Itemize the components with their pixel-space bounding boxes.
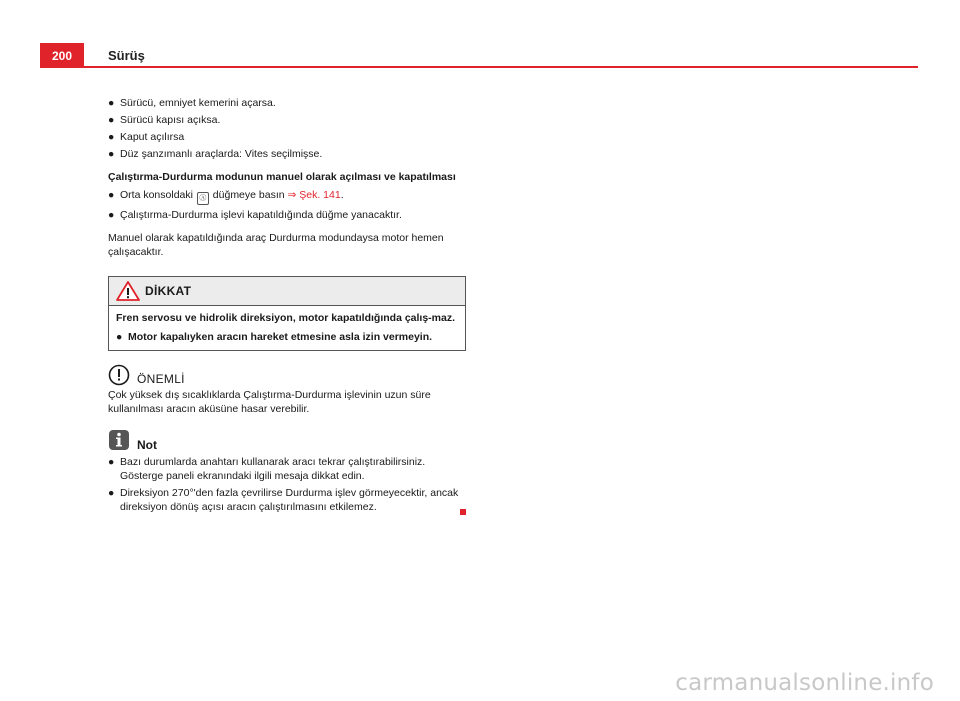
list-item (108, 486, 466, 514)
section-end-marker (460, 509, 466, 515)
bullet-dot: ● (108, 97, 115, 109)
warning-header (109, 277, 465, 306)
page-header (40, 43, 918, 67)
exclamation-circle-icon (108, 364, 130, 386)
warning-body (109, 306, 465, 350)
info-icon (108, 429, 130, 451)
chapter-title: Sürüş (108, 48, 145, 63)
list-item (108, 208, 466, 222)
bullet-dot: ● (108, 487, 115, 499)
bullet-dot: ● (108, 456, 115, 468)
warning-title: DİKKAT (145, 284, 192, 298)
note-bullet-text: Bazı durumlarda anahtarı kullanarak aracı tekrar çalıştırabilirsiniz. Gösterge paneli ekranındaki ilgili mesaja dikkat edin. (120, 456, 426, 482)
note-block (108, 429, 466, 514)
note-title: Not (137, 438, 157, 452)
list-item-text: Sürücü kapısı açıksa. (120, 114, 221, 126)
list-item (108, 188, 466, 205)
watermark: carmanualsonline.info (675, 670, 934, 696)
start-stop-button-icon: Ⓐ (197, 192, 209, 205)
page-number: 200 (40, 43, 84, 67)
list-item (108, 147, 466, 161)
bullet-dot: ● (116, 331, 123, 343)
step-text: düğmeye basın (212, 189, 285, 201)
section-heading: Çalıştırma-Durdurma modunun manuel olarak açılması ve kapatılması (108, 171, 456, 183)
step-text: Orta konsoldaki (120, 189, 193, 201)
warning-bullet-text: Motor kapalıyken aracın hareket etmesine asla izin vermeyin. (128, 331, 433, 343)
list-item-text (120, 188, 466, 205)
notice-title: ÖNEMLİ (137, 372, 185, 386)
notice-text: Çok yüksek dış sıcaklıklarda Çalıştırma-Durdurma işlevinin uzun süre kullanılması aracın aküsüne hasar verebilir. (108, 389, 431, 415)
list-item (108, 455, 466, 483)
list-item-text: Çalıştırma-Durdurma işlevi kapatıldığında düğme yanacaktır. (120, 209, 402, 221)
warning-box (108, 276, 466, 351)
figure-reference-link[interactable]: ⇒ Şek. 141 (287, 189, 341, 201)
paragraph: Manuel olarak kapatıldığında araç Durdurma modundaysa motor hemen çalışacaktır. (108, 232, 444, 258)
bullet-dot: ● (108, 209, 115, 221)
bullet-dot: ● (108, 148, 115, 160)
list-item-text: Kaput açılırsa (120, 131, 185, 143)
list-item (116, 330, 458, 344)
list-item (108, 96, 466, 110)
step-text-end: . (340, 189, 344, 201)
warning-text: Fren servosu ve hidrolik direksiyon, motor kapatıldığında çalış-maz. (116, 312, 456, 324)
bullet-dot: ● (108, 131, 115, 143)
warning-triangle-icon (116, 281, 140, 301)
main-content (108, 96, 466, 517)
list-item-text: Düz şanzımanlı araçlarda: Vites seçilmişse. (120, 148, 323, 160)
list-item (108, 130, 466, 144)
notice-header (108, 364, 466, 388)
note-header (108, 429, 466, 455)
header-rule (40, 66, 918, 68)
list-item (108, 113, 466, 127)
notice-block (108, 364, 466, 416)
list-item-text: Sürücü, emniyet kemerini açarsa. (120, 97, 276, 109)
bullet-dot: ● (108, 114, 115, 126)
note-bullet-text: Direksiyon 270°'den fazla çevrilirse Durdurma işlev görmeyecektir, ancak direksiyon dönüş açısı aracın çalıştırılmasını etkilemez. (120, 487, 459, 513)
bullet-dot: ● (108, 189, 115, 201)
